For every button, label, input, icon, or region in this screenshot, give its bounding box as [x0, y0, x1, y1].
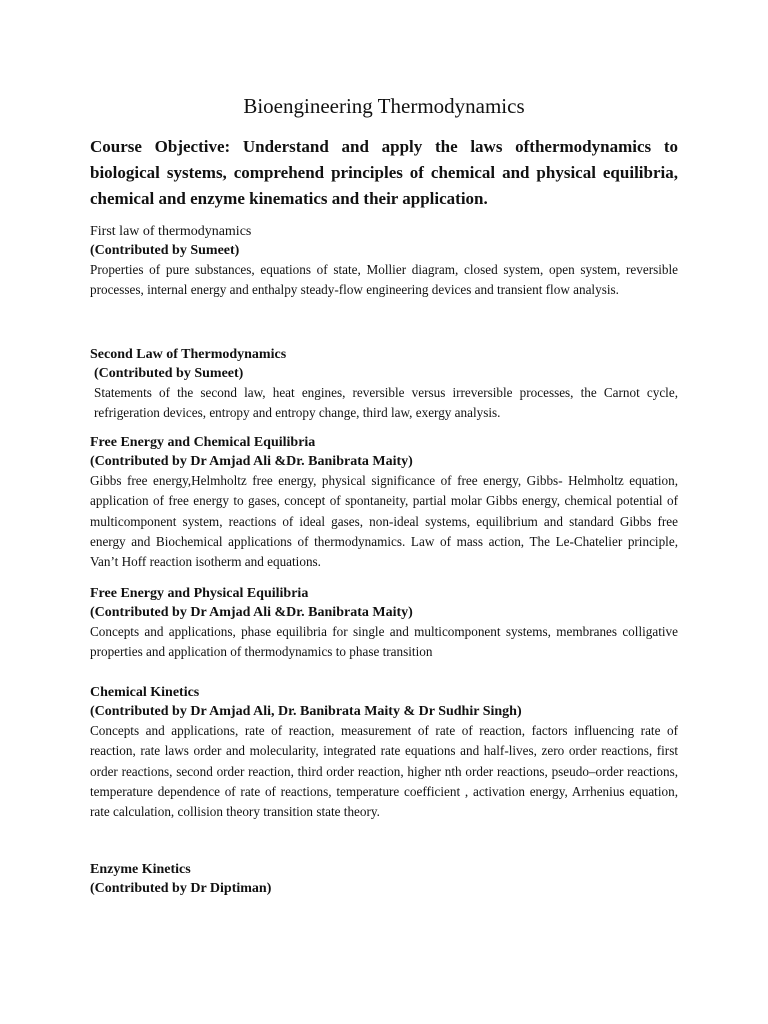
section-chemical-equilibria — [90, 433, 678, 572]
section-body: Concepts and applications, rate of reaction, measurement of rate of reaction, factors influencing rate of reaction, rate laws order and molecularity, integrated rate equations and half-lives, zero order reactions, first order reactions, second order reaction, third order reaction, higher nth order reactions, pseudo–order reactions, temperature dependence of rate of reactions, temperature coefficient , activation energy, Arrhenius equation, rate calculation, collision theory transition state theory. — [90, 723, 678, 820]
section-contributor: (Contributed by Dr Amjad Ali, Dr. Banibrata Maity & Dr Sudhir Singh) — [90, 704, 522, 719]
section-body: Properties of pure substances, equations of state, Mollier diagram, closed system, open system, reversible processes, internal energy and enthalpy steady-flow engineering devices and transient flow analysis. — [90, 262, 678, 298]
section-body: Statements of the second law, heat engines, reversible versus irreversible processes, the Carnot cycle, refrigeration devices, entropy and entropy change, third law, exergy analysis. — [94, 385, 678, 421]
section-body: Gibbs free energy,Helmholtz free energy, physical significance of free energy, Gibbs- Helmholtz equation, application of free energy to gases, concept of spontaneity, partial molar Gibbs energy, chemical potential of multicomponent system, reactions of ideal gases, non-ideal systems, equilibrium and standard Gibbs free energy and Biochemical applications of thermodynamics. Law of mass action, The Le-Chatelier principle, Van’t Hoff reaction isotherm and equations. — [90, 473, 678, 570]
section-heading: Free Energy and Physical Equilibria — [90, 586, 309, 601]
section-first-law — [90, 222, 678, 301]
course-objective: Course Objective: Understand and apply the laws ofthermodynamics to biological systems, comprehend principles of chemical and physical equilibria, chemical and enzyme kinematics and their application. — [90, 137, 678, 208]
section-heading: First law of thermodynamics — [90, 224, 252, 239]
section-heading: Enzyme Kinetics — [90, 862, 191, 877]
section-heading: Second Law of Thermodynamics — [90, 347, 287, 362]
section-chemical-kinetics — [90, 683, 678, 822]
section-contributor: (Contributed by Dr Amjad Ali &Dr. Banibrata Maity) — [90, 605, 413, 620]
section-contributor: (Contributed by Sumeet) — [94, 366, 244, 381]
section-second-law — [90, 345, 678, 424]
section-contributor: (Contributed by Sumeet) — [90, 243, 240, 258]
section-heading: Chemical Kinetics — [90, 685, 200, 700]
document-title: Bioengineering Thermodynamics — [243, 94, 525, 118]
section-body: Concepts and applications, phase equilibria for single and multicomponent systems, membranes colligative properties and application of thermodynamics to phase transition — [90, 624, 678, 660]
section-heading: Free Energy and Chemical Equilibria — [90, 435, 316, 450]
section-enzyme-kinetics — [90, 860, 678, 898]
section-physical-equilibria — [90, 584, 678, 663]
section-contributor: (Contributed by Dr Diptiman) — [90, 881, 272, 896]
section-contributor: (Contributed by Dr Amjad Ali &Dr. Banibrata Maity) — [90, 454, 413, 469]
